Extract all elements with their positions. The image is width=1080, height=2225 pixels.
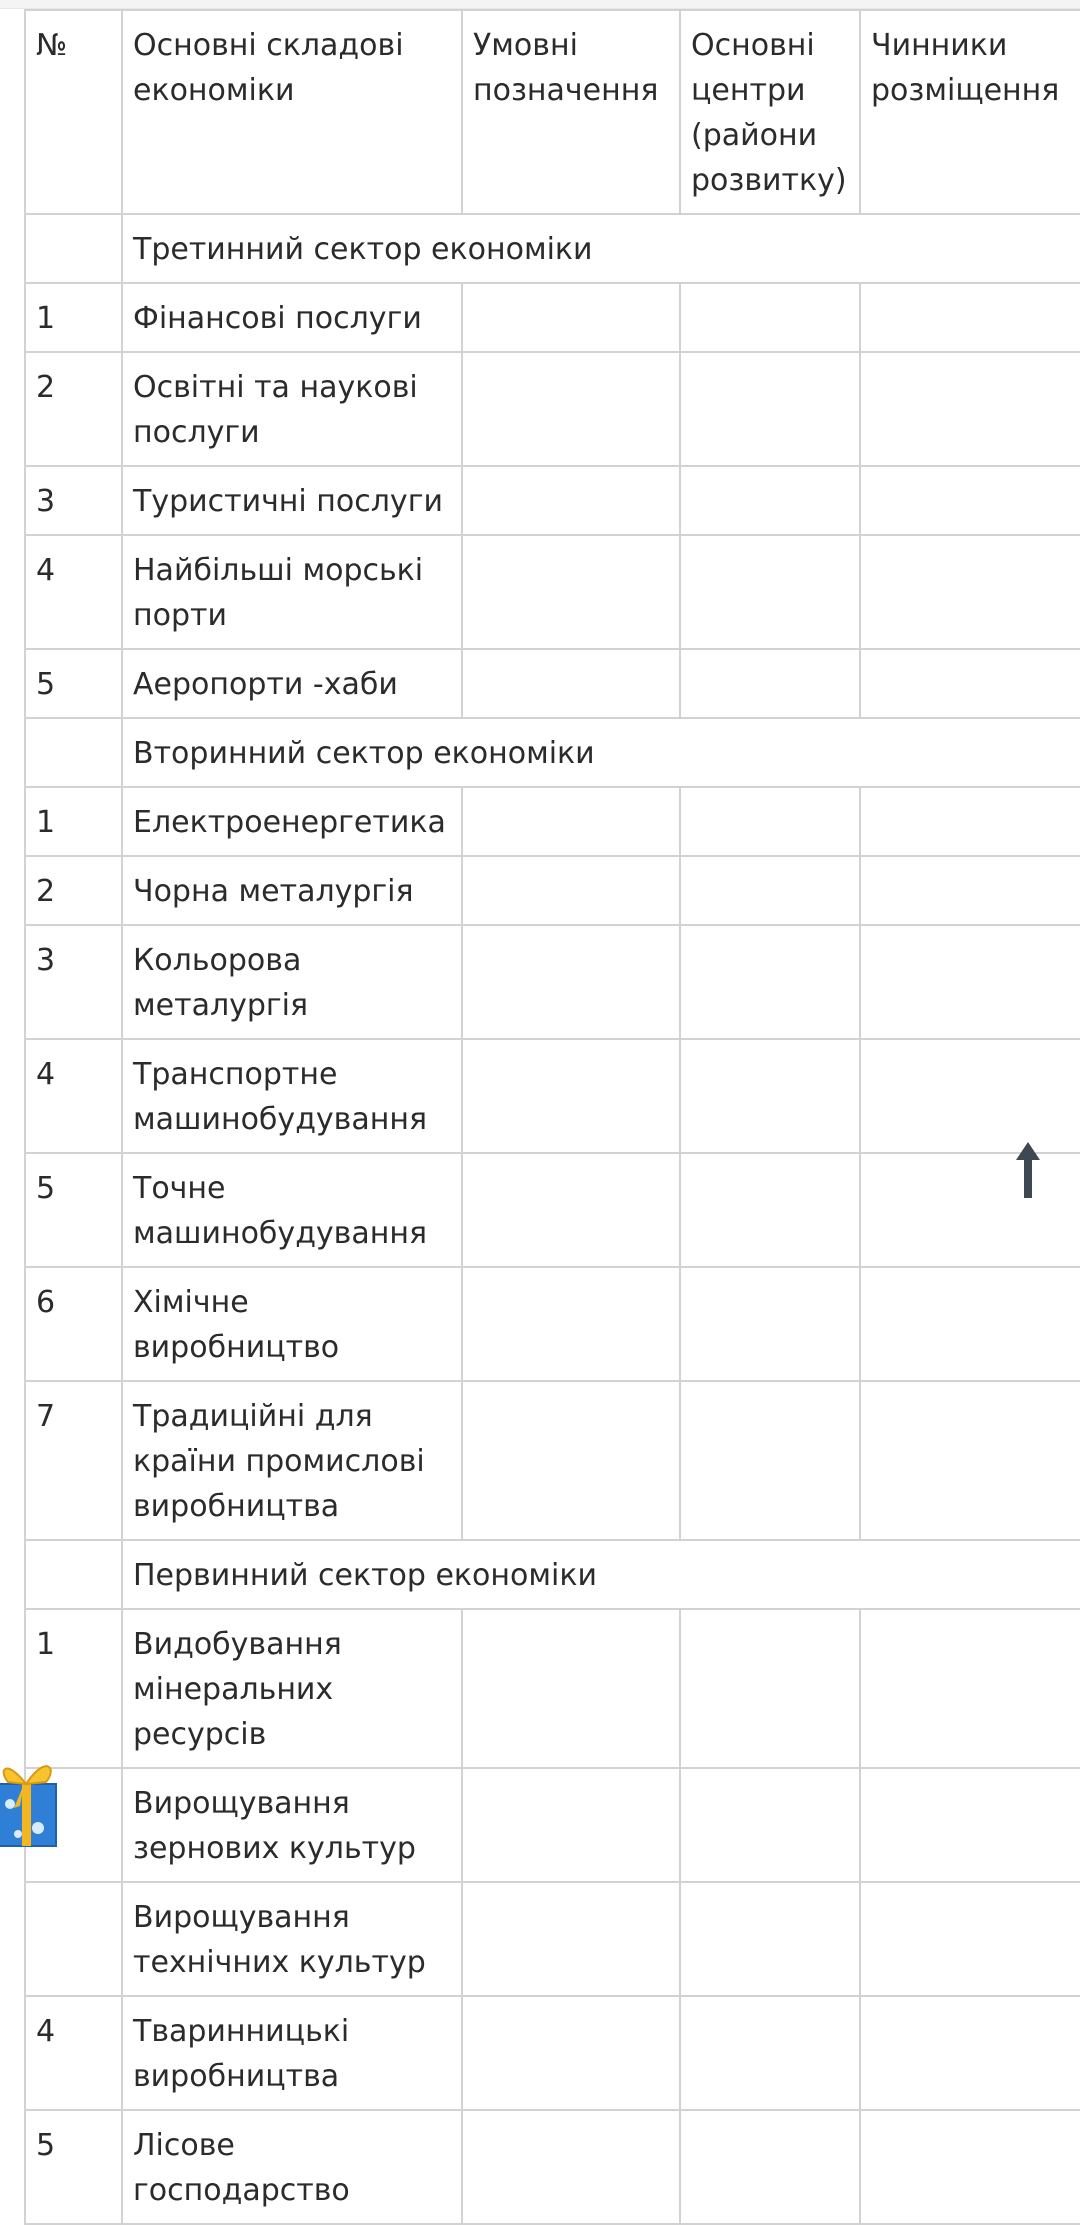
centers-cell[interactable] <box>680 1153 860 1267</box>
row-component-name: Традиційні для країни промислові виробництва <box>122 1381 462 1540</box>
symbols-cell[interactable] <box>462 1267 680 1381</box>
economy-table <box>24 9 1080 2225</box>
factors-cell[interactable] <box>860 1267 1080 1381</box>
row-number: 5 <box>25 649 122 718</box>
table-row <box>25 649 1080 718</box>
symbols-cell[interactable] <box>462 649 680 718</box>
row-number: 2 <box>25 352 122 466</box>
row-number <box>25 1882 122 1996</box>
table-row <box>25 925 1080 1039</box>
row-component-name: Кольорова металургія <box>122 925 462 1039</box>
centers-cell[interactable] <box>680 1996 860 2110</box>
factors-cell[interactable] <box>860 283 1080 352</box>
factors-cell[interactable] <box>860 856 1080 925</box>
symbols-cell[interactable] <box>462 352 680 466</box>
row-component-name: Електроенергетика <box>122 787 462 856</box>
row-number: 3 <box>25 925 122 1039</box>
header-components: Основні складові економіки <box>122 10 462 214</box>
table-row <box>25 1768 1080 1882</box>
row-component-name: Фінансові послуги <box>122 283 462 352</box>
table-row <box>25 1153 1080 1267</box>
row-component-name: Лісове господарство <box>122 2110 462 2224</box>
section-number-cell <box>25 1540 122 1609</box>
centers-cell[interactable] <box>680 856 860 925</box>
table-row <box>25 1381 1080 1540</box>
row-number: 4 <box>25 1039 122 1153</box>
symbols-cell[interactable] <box>462 283 680 352</box>
table-row <box>25 1609 1080 1768</box>
centers-cell[interactable] <box>680 535 860 649</box>
symbols-cell[interactable] <box>462 1153 680 1267</box>
centers-cell[interactable] <box>680 466 860 535</box>
row-number: 4 <box>25 535 122 649</box>
section-title: Первинний сектор економіки <box>122 1540 1080 1609</box>
centers-cell[interactable] <box>680 1768 860 1882</box>
row-component-name: Туристичні послуги <box>122 466 462 535</box>
symbols-cell[interactable] <box>462 787 680 856</box>
centers-cell[interactable] <box>680 2110 860 2224</box>
factors-cell[interactable] <box>860 1609 1080 1768</box>
centers-cell[interactable] <box>680 352 860 466</box>
factors-cell[interactable] <box>860 352 1080 466</box>
centers-cell[interactable] <box>680 283 860 352</box>
table-row <box>25 1267 1080 1381</box>
row-number: 5 <box>25 1153 122 1267</box>
section-row <box>25 1540 1080 1609</box>
row-number: 4 <box>25 1996 122 2110</box>
centers-cell[interactable] <box>680 1381 860 1540</box>
centers-cell[interactable] <box>680 1267 860 1381</box>
header-centers: Основні центри (райони розвитку) <box>680 10 860 214</box>
row-number: 2 <box>25 856 122 925</box>
row-component-name: Транспортне машинобудування <box>122 1039 462 1153</box>
row-component-name: Освітні та наукові послуги <box>122 352 462 466</box>
symbols-cell[interactable] <box>462 1039 680 1153</box>
section-number-cell <box>25 214 122 283</box>
row-number: 3 <box>25 466 122 535</box>
table-row <box>25 2110 1080 2224</box>
factors-cell[interactable] <box>860 2110 1080 2224</box>
section-number-cell <box>25 718 122 787</box>
symbols-cell[interactable] <box>462 1768 680 1882</box>
row-number: 1 <box>25 283 122 352</box>
factors-cell[interactable] <box>860 787 1080 856</box>
symbols-cell[interactable] <box>462 535 680 649</box>
factors-cell[interactable] <box>860 535 1080 649</box>
row-number: 6 <box>25 1267 122 1381</box>
centers-cell[interactable] <box>680 1882 860 1996</box>
table-row <box>25 1882 1080 1996</box>
table-row <box>25 1996 1080 2110</box>
table-row <box>25 352 1080 466</box>
section-title: Третинний сектор економіки <box>122 214 1080 283</box>
scroll-to-top-icon[interactable] <box>1008 1140 1048 1200</box>
header-row <box>25 10 1080 214</box>
row-component-name: Чорна металургія <box>122 856 462 925</box>
symbols-cell[interactable] <box>462 466 680 535</box>
factors-cell[interactable] <box>860 1039 1080 1153</box>
row-component-name: Точне машинобудування <box>122 1153 462 1267</box>
row-number: 1 <box>25 787 122 856</box>
header-factors: Чинники розміщення <box>860 10 1080 214</box>
row-number: 5 <box>25 2110 122 2224</box>
section-title: Вторинний сектор економіки <box>122 718 1080 787</box>
row-component-name: Тваринницькі виробництва <box>122 1996 462 2110</box>
factors-cell[interactable] <box>860 925 1080 1039</box>
symbols-cell[interactable] <box>462 2110 680 2224</box>
row-component-name: Аеропорти -хаби <box>122 649 462 718</box>
centers-cell[interactable] <box>680 787 860 856</box>
factors-cell[interactable] <box>860 1768 1080 1882</box>
centers-cell[interactable] <box>680 925 860 1039</box>
header-number: № <box>25 10 122 214</box>
table-row <box>25 787 1080 856</box>
centers-cell[interactable] <box>680 1039 860 1153</box>
row-component-name: Найбільші морські порти <box>122 535 462 649</box>
table-row <box>25 856 1080 925</box>
gift-icon[interactable] <box>0 1748 62 1852</box>
section-row <box>25 214 1080 283</box>
table-row <box>25 283 1080 352</box>
factors-cell[interactable] <box>860 1381 1080 1540</box>
header-symbols: Умовні позначення <box>462 10 680 214</box>
factors-cell[interactable] <box>860 649 1080 718</box>
row-component-name: Вирощування зернових культур <box>122 1768 462 1882</box>
centers-cell[interactable] <box>680 1609 860 1768</box>
centers-cell[interactable] <box>680 649 860 718</box>
symbols-cell[interactable] <box>462 856 680 925</box>
symbols-cell[interactable] <box>462 1381 680 1540</box>
symbols-cell[interactable] <box>462 925 680 1039</box>
row-component-name: Вирощування технічних культур <box>122 1882 462 1996</box>
row-number: 1 <box>25 1609 122 1768</box>
row-component-name: Хімічне виробництво <box>122 1267 462 1381</box>
factors-cell[interactable] <box>860 466 1080 535</box>
section-row <box>25 718 1080 787</box>
symbols-cell[interactable] <box>462 1996 680 2110</box>
symbols-cell[interactable] <box>462 1609 680 1768</box>
factors-cell[interactable] <box>860 1996 1080 2110</box>
table-row <box>25 1039 1080 1153</box>
table-row <box>25 466 1080 535</box>
row-number: 7 <box>25 1381 122 1540</box>
symbols-cell[interactable] <box>462 1882 680 1996</box>
page-top-edge <box>0 0 1080 9</box>
table-row <box>25 535 1080 649</box>
factors-cell[interactable] <box>860 1882 1080 1996</box>
row-component-name: Видобування мінеральних ресурсів <box>122 1609 462 1768</box>
